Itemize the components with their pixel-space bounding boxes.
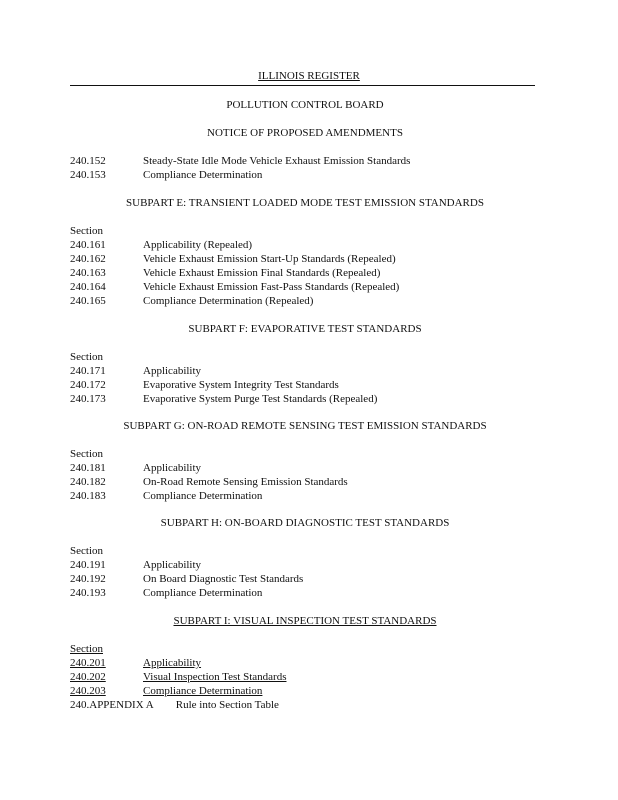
section-title: Applicability [143,657,202,669]
section-number: 240.153 [70,169,106,181]
board-name: POLLUTION CONTROL BOARD [226,99,384,111]
section-number: 240.202 [70,671,106,683]
section-number: 240.164 [70,281,106,293]
section-title: Compliance Determination [143,587,263,599]
appendix-row [70,698,279,712]
appendix-number: 240.APPENDIX A [70,699,154,711]
section-number: 240.191 [70,559,106,571]
section-title: On-Road Remote Sensing Emission Standards [143,476,348,488]
section-number: 240.173 [70,393,106,405]
section-title: Steady-State Idle Mode Vehicle Exhaust Emission Standards [143,155,411,167]
section-number: 240.193 [70,587,106,599]
section-title: Applicability [143,559,202,571]
section-title: Visual Inspection Test Standards [143,671,287,683]
section-number: 240.152 [70,155,106,167]
register-title: ILLINOIS REGISTER [258,70,360,82]
section-title: Applicability [143,462,202,474]
section-number: 240.172 [70,379,106,391]
section-title: Applicability [143,365,202,377]
section-title: Compliance Determination [143,685,263,697]
subpart-f-heading: SUBPART F: EVAPORATIVE TEST STANDARDS [188,323,422,335]
section-title: Applicability (Repealed) [143,239,253,251]
header-rule [70,85,535,86]
section-number: 240.192 [70,573,106,585]
section-number: 240.183 [70,490,106,502]
section-number: 240.161 [70,239,106,251]
subpart-h-heading: SUBPART H: ON-BOARD DIAGNOSTIC TEST STANDARDS [160,517,450,529]
section-label: Section [70,225,103,237]
section-number: 240.181 [70,462,106,474]
section-label: Section [70,643,103,655]
section-number: 240.162 [70,253,106,265]
section-title: Evaporative System Integrity Test Standards [143,379,339,391]
section-title: Vehicle Exhaust Emission Start-Up Standards (Repealed) [143,253,396,265]
section-title: Compliance Determination [143,169,263,181]
section-number: 240.201 [70,657,106,669]
section-title: Vehicle Exhaust Emission Fast-Pass Standards (Repealed) [143,281,400,293]
appendix-title: Rule into Section Table [175,699,279,711]
section-label: Section [70,448,103,460]
section-number: 240.163 [70,267,106,279]
subpart-g-heading: SUBPART G: ON-ROAD REMOTE SENSING TEST EMISSION STANDARDS [123,420,487,432]
section-label: Section [70,351,103,363]
section-title: Compliance Determination (Repealed) [143,295,314,307]
subpart-e-heading: SUBPART E: TRANSIENT LOADED MODE TEST EMISSION STANDARDS [126,197,484,209]
section-title: Vehicle Exhaust Emission Final Standards (Repealed) [143,267,381,279]
section-number: 240.203 [70,685,106,697]
section-title: On Board Diagnostic Test Standards [143,573,304,585]
notice-title: NOTICE OF PROPOSED AMENDMENTS [207,127,403,139]
subpart-i-heading: SUBPART I: VISUAL INSPECTION TEST STANDARDS [173,615,437,627]
section-number: 240.165 [70,295,106,307]
section-number: 240.182 [70,476,106,488]
section-number: 240.171 [70,365,106,377]
section-title: Evaporative System Purge Test Standards (Repealed) [143,393,378,405]
section-label: Section [70,545,103,557]
section-title: Compliance Determination [143,490,263,502]
